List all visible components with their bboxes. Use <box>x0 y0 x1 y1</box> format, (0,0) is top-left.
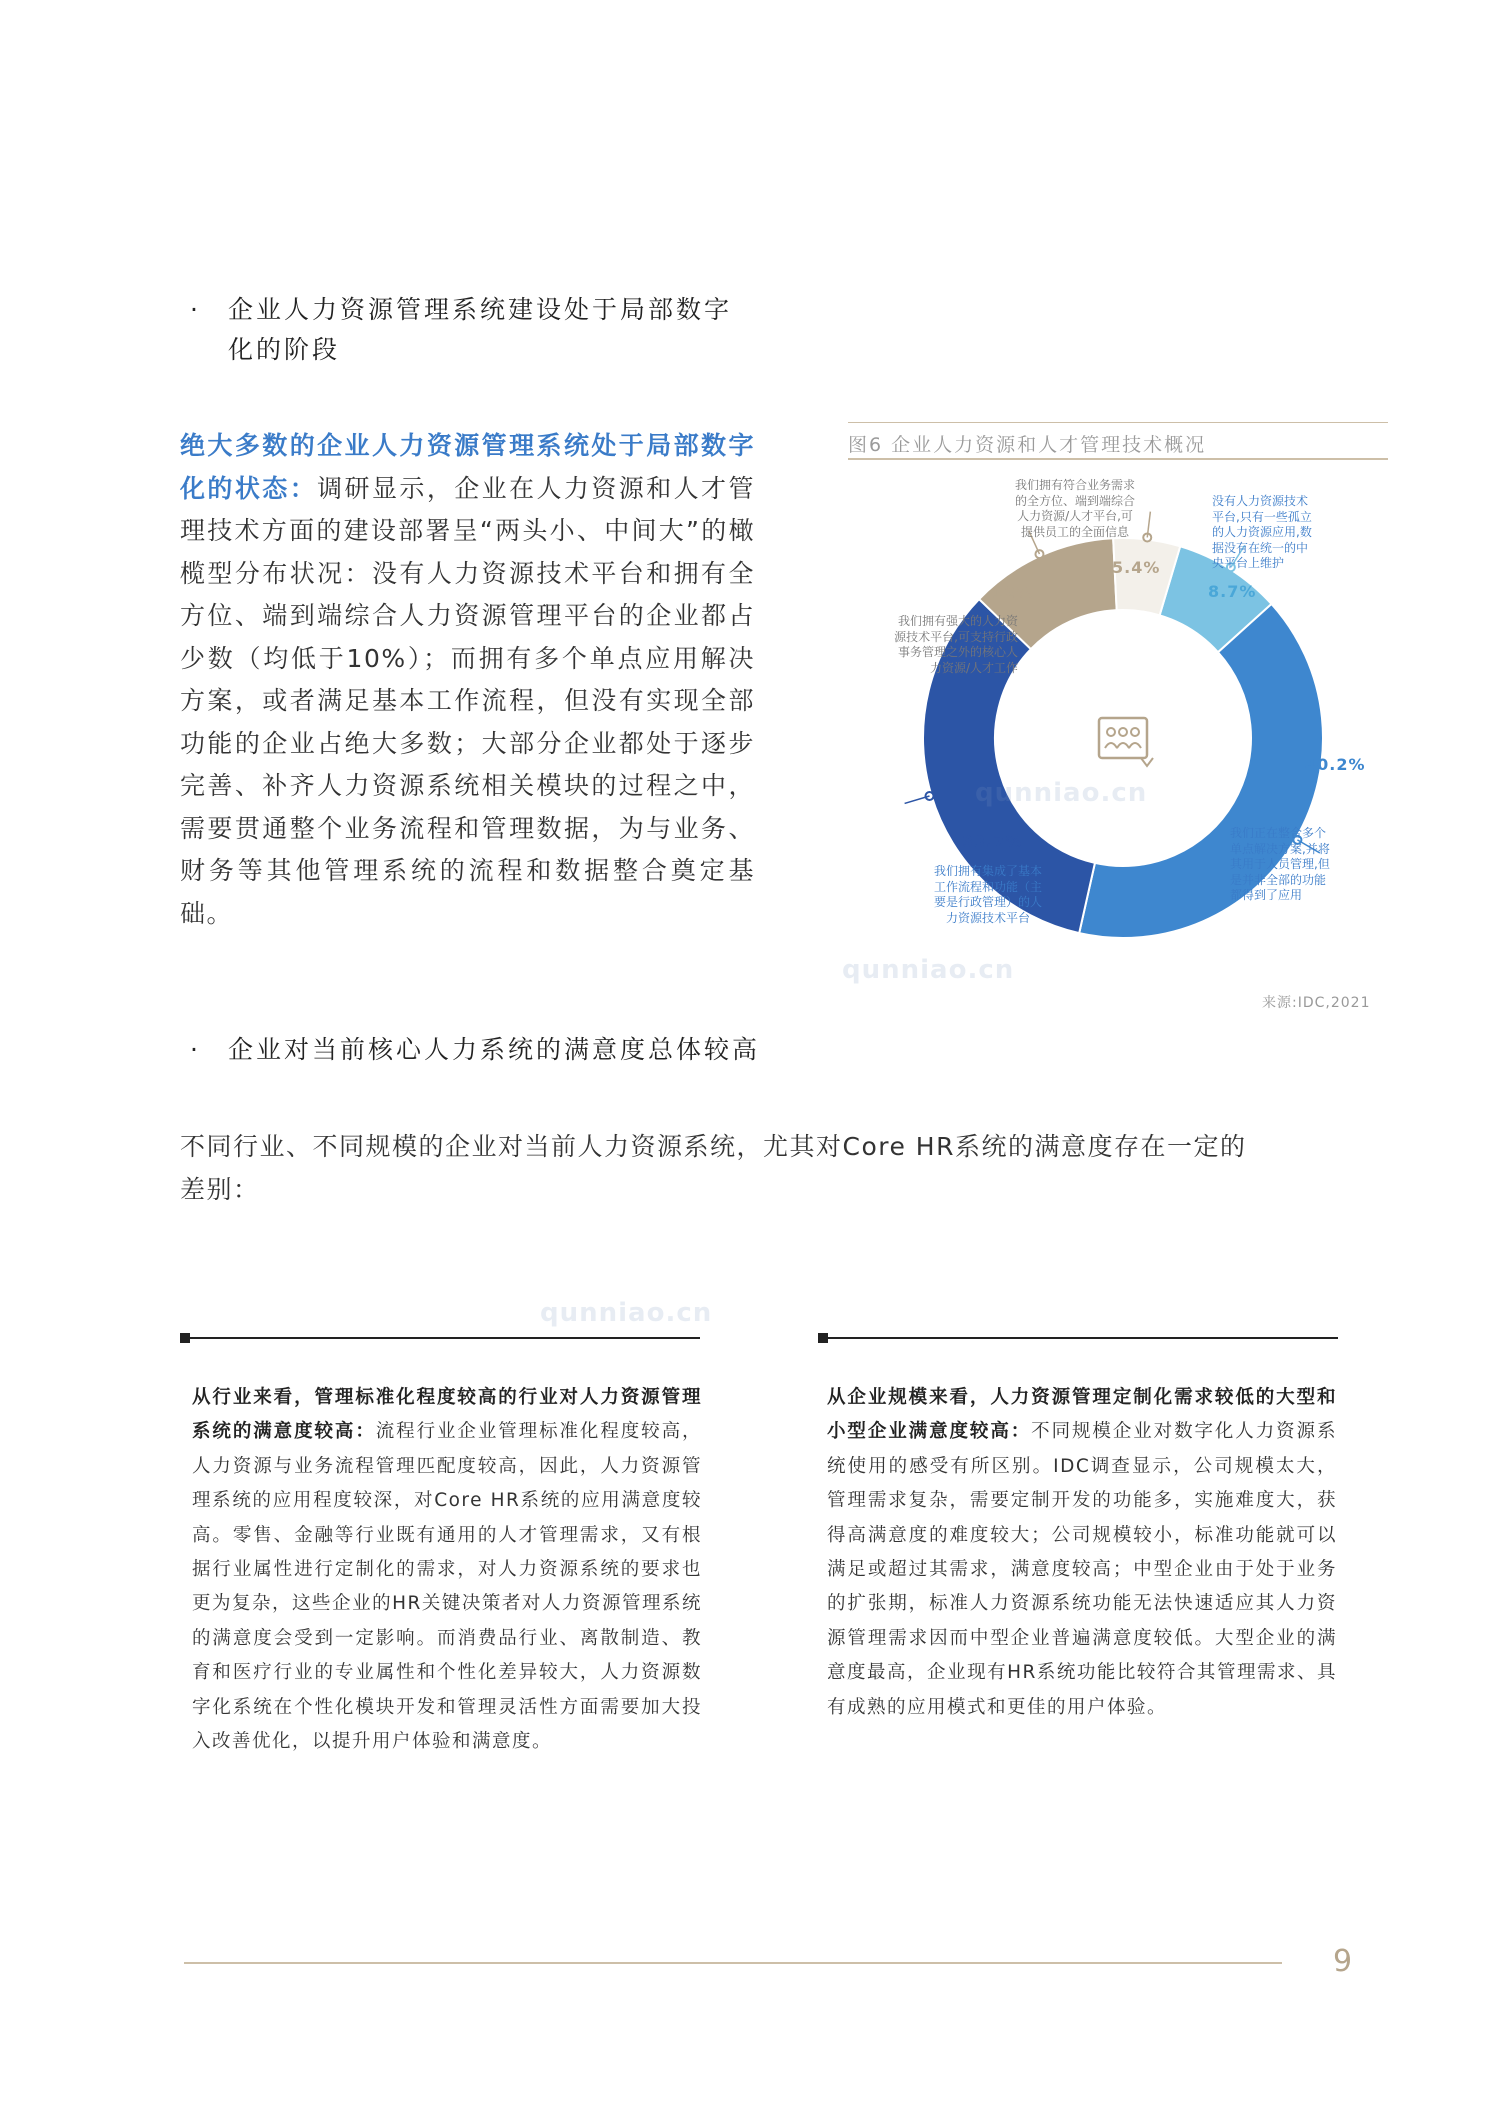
box-left-lead: 从行业来看，管理标准化程度较高的行业对人力资源管理系统的满意度较高： <box>192 1387 702 1443</box>
box-left-rule <box>180 1337 700 1339</box>
watermark: qunniao.cn <box>540 1298 713 1328</box>
pct-label-33-7: 33.7% <box>962 832 1023 851</box>
section1-heading-line1: 企业人力资源管理系统建设处于局部数字 <box>228 295 733 324</box>
pct-label-5-4: 5.4% <box>1112 558 1161 577</box>
section1-lead: 绝大多数的企业人力资源管理系统处于局部数字化的状态： <box>180 431 755 503</box>
watermark: qunniao.cn <box>842 955 1015 985</box>
bullet-dot: · <box>190 295 201 324</box>
section1-paragraph <box>180 425 755 935</box>
annotation-basic-workflow: 我们拥有集成了基本 工作流程和功能（主 要是行政管理）的人 力资源技术平台 <box>933 864 1042 925</box>
watermark: qunniao.cn <box>975 778 1148 808</box>
page-number: 9 <box>1333 1944 1353 1979</box>
footer-rule <box>184 1962 1282 1964</box>
box-left-text <box>192 1381 702 1759</box>
box-right-rule <box>818 1337 1338 1339</box>
section2-heading-text: 企业对当前核心人力系统的满意度总体较高 <box>228 1035 761 1064</box>
annotation-no-platform: 没有人力资源技术 平台,只有一些孤立 的人力资源应用,数 据没有在统一的中 央平台上维护 <box>1212 494 1312 570</box>
pct-label-12: 12% <box>992 583 1034 602</box>
section2-intro: 不同行业、不同规模的企业对当前人力资源系统，尤其对Core HR系统的满意度存在一定的 差别： <box>180 1132 1247 1204</box>
annotation-full-platform: 我们拥有符合业务需求 的全方位、端到端综合 人力资源/人才平台,可 提供员工的全面信息 <box>1014 478 1135 539</box>
section1-body: 调研显示，企业在人力资源和人才管理技术方面的建设部署呈“两头小、中间大”的橄榄型分布状况：没有人力资源技术平台和拥有全方位、端到端综合人力资源管理平台的企业都占少数（均低于10%）；而拥有多个单点应用解决方案，或者满足基本工作流程，但没有实现全部功能的企业占绝大多数；大部分企业都处于逐步完善、补齐人力资源系统相关模块的过程之中，需要贯通整个业务流程和管理数据，为与业务、财务等其他管理系统的流程和数据整合奠定基础。 <box>180 473 755 928</box>
box-right-lead: 从企业规模来看，人力资源管理定制化需求较低的大型和小型企业满意度较高： <box>827 1387 1337 1443</box>
figure-title: 图6 企业人力资源和人才管理技术概况 <box>848 434 1207 456</box>
annotation-integrating: 我们正在整合多个 单点解决方案,并将 其用于人员管理,但 是并非全部的功能 都得到了应用 <box>1230 826 1330 902</box>
section1-heading-line2: 化的阶段 <box>228 335 341 364</box>
figure-source: 来源:IDC,2021 <box>1262 995 1371 1011</box>
leader-line <box>905 796 930 803</box>
section1-heading <box>190 290 770 370</box>
bullet-dot: · <box>190 1035 201 1064</box>
donut-hole <box>996 611 1250 865</box>
annotation-strong-platform: 我们拥有强大的人力资 源技术平台,可支持行政 事务管理之外的核心人 力资源/人才工作 <box>894 614 1018 675</box>
section2-heading <box>190 1030 890 1070</box>
box-left-body: 流程行业企业管理标准化程度较高，人力资源与业务流程管理匹配度较高，因此，人力资源管理系统的应用程度较深，对Core HR系统的应用满意度较高。零售、金融等行业既有通用的人才管理需求，又有根据行业属性进行定制化的需求，对人力资源系统的要求也更为复杂，这些企业的HR关键决策者对人力资源管理系统的满意度会受到一定影响。而消费品行业、离散制造、教育和医疗行业的专业属性和个性化差异较大，人力资源数字化系统在个性化模块开发和管理灵活性方面需要加大投入改善优化，以提升用户体验和满意度。 <box>192 1421 702 1753</box>
figure-rule-bottom <box>848 458 1388 460</box>
box-right-text <box>827 1381 1337 1725</box>
leader-dot <box>926 792 934 800</box>
pct-label-8-7: 8.7% <box>1208 582 1257 601</box>
figure-rule-top <box>848 422 1388 423</box>
box-right-body: 不同规模企业对数字化人力资源系统使用的感受有所区别。IDC调查显示，公司规模太大，管理需求复杂，需要定制开发的功能多，实施难度大，获得高满意度的难度较大；公司规模较小，标准功能就可以满足或超过其需求，满意度较高；中型企业由于处于业务的扩张期，标准人力资源系统功能无法快速适应其人力资源管理需求因而中型企业普遍满意度较低。大型企业的满意度最高，企业现有HR系统功能比较符合其管理需求、具有成熟的应用模式和更佳的用户体验。 <box>827 1421 1337 1718</box>
pct-label-40-2: 40.2% <box>1305 755 1366 774</box>
